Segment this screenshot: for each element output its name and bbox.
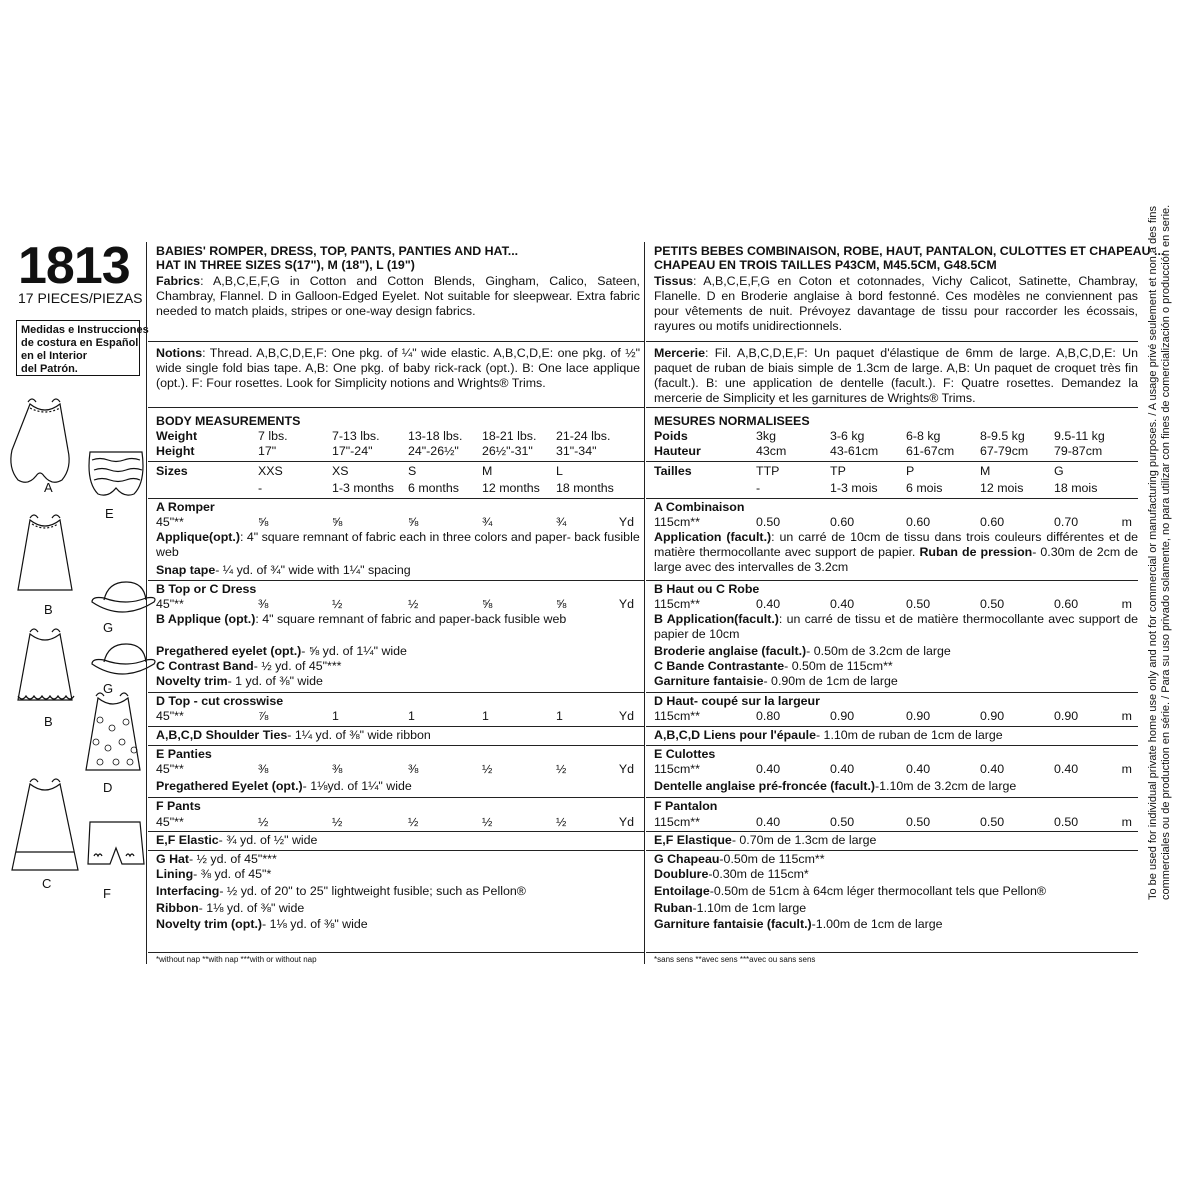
sizes-row bbox=[654, 464, 1138, 479]
french-footnote: *sans sens **avec sens ***avec ou sans sens bbox=[654, 955, 816, 964]
height-cell: 31"-34" bbox=[556, 444, 597, 458]
pregathered-text: - ⅝ yd. of 1¼" wide bbox=[301, 644, 407, 658]
yardage-cell: 0.40 bbox=[756, 815, 781, 829]
hat-novelty-label: Garniture fantaisie (facult.) bbox=[654, 917, 812, 931]
snap-text: - ¼ yd. of ¾" wide with 1¼" spacing bbox=[215, 563, 411, 577]
fabric-width: 115cm** bbox=[654, 709, 700, 723]
notions-text: : Fil. A,B,C,D,E,F: Un paquet d'élastique de 6mm de large. A,B,C,D,E: Un paquet de ruban de biais simple de 1.3cm de large. A,B: Un paquet de croquet très fin (facult.). B: une application de dentelle (facult.). F: Quatre rosettes. Demandez la mercerie de Simplicity et les garnitures de Wrights® Trims. bbox=[654, 346, 1138, 405]
pre-eyelet-label: Dentelle anglaise pré-froncée (facult.) bbox=[654, 779, 876, 793]
shoulder-ties-row bbox=[156, 728, 640, 743]
fabrics-text: : A,B,C,E,F,G en Coton et cotonnades, Vichy Calicot, Satinette, Chambray, Flanelle. D en Broderie anglaise à bord festonné. Ces modèles ne conviennent pas pour vêtements de nuit. Prévoyez davantage de tissu pour raccorder les écossais, rayures ou motifs unidirectionnels. bbox=[654, 274, 1138, 333]
topdress-title: B Haut ou C Robe bbox=[654, 582, 760, 596]
dtop-yardage-row bbox=[654, 709, 1138, 724]
row-divider bbox=[148, 580, 644, 581]
french-table bbox=[654, 412, 1138, 972]
applique-label: Application (facult.) bbox=[654, 530, 772, 544]
pre-eyelet-text: - 1⅛yd. of 1¼" wide bbox=[302, 779, 412, 793]
illustration-label: G bbox=[103, 620, 114, 635]
row-divider bbox=[646, 692, 1138, 693]
novelty-label: Garniture fantaisie bbox=[654, 674, 764, 688]
interfacing-label: Entoilage bbox=[654, 884, 710, 898]
fabric-width: 45"** bbox=[156, 762, 184, 776]
illustration-label: E bbox=[105, 506, 114, 521]
yardage-cell: 0.50 bbox=[980, 597, 1005, 611]
romper-yardage-row bbox=[654, 515, 1138, 530]
contrast-text: - 0.50m de 115cm** bbox=[784, 659, 893, 673]
yardage-cell: 0.50 bbox=[756, 515, 781, 529]
yardage-cell: ½ bbox=[332, 815, 343, 829]
unit-label: Yd bbox=[618, 762, 634, 776]
topdress-yardage-row bbox=[156, 597, 640, 612]
yardage-cell: ⅝ bbox=[482, 597, 493, 611]
body-measurements-heading: MESURES NORMALISEES bbox=[654, 414, 810, 428]
spanish-instructions-note bbox=[16, 320, 149, 376]
notions-label: Notions bbox=[156, 346, 203, 360]
pieces-count: 17 PIECES/PIEZAS bbox=[18, 290, 143, 306]
weight-cell: 9.5-11 kg bbox=[1054, 429, 1105, 443]
yardage-cell: 0.50 bbox=[906, 815, 931, 829]
size-cell: TTP bbox=[756, 464, 780, 478]
weight-cell: 13-18 lbs. bbox=[408, 429, 463, 443]
section-divider bbox=[646, 407, 1138, 408]
size-cell: XXS bbox=[258, 464, 283, 478]
row-divider bbox=[646, 461, 1138, 462]
interfacing-row bbox=[156, 884, 640, 899]
yardage-cell: 0.80 bbox=[756, 709, 781, 723]
yardage-cell: 0.40 bbox=[830, 762, 855, 776]
height-cell: 79-87cm bbox=[1054, 444, 1103, 458]
notions-label: Mercerie bbox=[654, 346, 705, 360]
lining-label: Doublure bbox=[654, 867, 709, 881]
lining-text: - ⅜ yd. of 45"* bbox=[193, 867, 272, 881]
yardage-cell: ¾ bbox=[556, 515, 567, 529]
french-fabrics bbox=[654, 274, 1138, 334]
yardage-cell: ⅜ bbox=[332, 762, 343, 776]
yardage-cell: ½ bbox=[482, 762, 493, 776]
yardage-cell: 0.90 bbox=[906, 709, 931, 723]
french-notions bbox=[654, 346, 1138, 406]
snap-label: Snap tape bbox=[156, 563, 216, 577]
yardage-cell: ⅜ bbox=[258, 762, 269, 776]
romper-application bbox=[654, 530, 1138, 575]
dtop-yardage-row bbox=[156, 709, 640, 724]
french-subtitle: CHAPEAU EN TROIS TAILLES P43CM, M45.5CM, G48.5CM bbox=[654, 258, 997, 272]
unit-label: m bbox=[1121, 597, 1132, 611]
illustration-label: G bbox=[103, 681, 114, 696]
yardage-cell: ⅜ bbox=[408, 762, 419, 776]
spanish-note-line: del Patrón. bbox=[21, 363, 78, 375]
unit-label: Yd bbox=[618, 597, 634, 611]
column-divider bbox=[146, 242, 147, 964]
weight-cell: 3kg bbox=[756, 429, 776, 443]
b-applique-label: B Applique (opt.) bbox=[156, 612, 256, 626]
interfacing-row bbox=[654, 884, 1138, 899]
contrast-label: C Bande Contrastante bbox=[654, 659, 785, 673]
pants-yardage-row bbox=[156, 815, 640, 830]
snap-tape-row bbox=[156, 563, 640, 578]
english-notions bbox=[156, 346, 640, 391]
french-title: PETITS BEBES COMBINAISON, ROBE, HAUT, PANTALON, CULOTTES ET CHAPEAU ... bbox=[654, 244, 1165, 258]
height-cell: 43-61cm bbox=[830, 444, 879, 458]
pre-eyelet-row bbox=[654, 779, 1138, 794]
pre-eyelet-row bbox=[156, 779, 640, 794]
yardage-cell: 0.90 bbox=[830, 709, 855, 723]
sizes-row bbox=[156, 464, 640, 479]
size-cell: P bbox=[906, 464, 915, 478]
fabric-width: 115cm** bbox=[654, 597, 700, 611]
sizes-label: Sizes bbox=[156, 464, 188, 478]
weight-cell: 8-9.5 kg bbox=[980, 429, 1025, 443]
romper-yardage-row bbox=[156, 515, 640, 530]
yardage-cell: 0.40 bbox=[830, 597, 855, 611]
size-sub-cell: 12 mois bbox=[980, 481, 1024, 495]
hat-text: - ½ yd. of 45"*** bbox=[189, 852, 277, 866]
yardage-cell: ⅜ bbox=[258, 597, 269, 611]
size-sub-cell: 18 months bbox=[556, 481, 614, 495]
dtop-title: D Top - cut crosswise bbox=[156, 694, 284, 708]
size-cell: M bbox=[482, 464, 493, 478]
height-cell: 17" bbox=[258, 444, 277, 458]
unit-label: Yd bbox=[618, 515, 634, 529]
illustration-label: C bbox=[42, 876, 52, 891]
yardage-cell: 0.40 bbox=[980, 762, 1005, 776]
shoulder-text: - 1.10m de ruban de 1cm de large bbox=[815, 728, 1003, 742]
hat-label: G Chapeau bbox=[654, 852, 720, 866]
size-cell: M bbox=[980, 464, 991, 478]
hat-row bbox=[156, 852, 640, 867]
elastic-label: E,F Elastique bbox=[654, 833, 732, 847]
hat-novelty-text: -1.00m de 1cm de large bbox=[811, 917, 943, 931]
illustration-label: B bbox=[44, 714, 53, 729]
elastic-text: - ¾ yd. of ½" wide bbox=[218, 833, 318, 847]
b-applique-label: B Application(facult.) bbox=[654, 612, 779, 626]
hat-novelty-row bbox=[156, 917, 640, 932]
yardage-cell: ⅞ bbox=[258, 709, 269, 723]
shoulder-label: A,B,C,D Liens pour l'épaule bbox=[654, 728, 816, 742]
panties-yardage-row bbox=[156, 762, 640, 777]
shoulder-text: - 1¼ yd. of ⅜" wide ribbon bbox=[287, 728, 431, 742]
fabrics-label: Tissus bbox=[654, 274, 694, 288]
contrast-label: C Contrast Band bbox=[156, 659, 254, 673]
row-divider bbox=[148, 461, 644, 462]
size-sub-cell: 18 mois bbox=[1054, 481, 1098, 495]
height-row bbox=[156, 444, 640, 459]
yardage-cell: ⅝ bbox=[258, 515, 269, 529]
b-application bbox=[654, 612, 1138, 642]
hat-novelty-text: - 1⅛ yd. of ⅜" wide bbox=[262, 917, 368, 931]
yardage-cell: 0.60 bbox=[980, 515, 1005, 529]
height-cell: 61-67cm bbox=[906, 444, 955, 458]
yardage-cell: 1 bbox=[408, 709, 415, 723]
romper-title: A Combinaison bbox=[654, 500, 745, 514]
hat-row bbox=[654, 852, 1138, 867]
weight-label: Weight bbox=[156, 429, 198, 443]
panties-title: E Culottes bbox=[654, 747, 716, 761]
size-sub-cell: 6 months bbox=[408, 481, 459, 495]
row-divider bbox=[646, 580, 1138, 581]
yardage-cell: ¾ bbox=[482, 515, 493, 529]
height-cell: 67-79cm bbox=[980, 444, 1029, 458]
size-sub-cell: 6 mois bbox=[906, 481, 943, 495]
pregathered-row bbox=[156, 644, 640, 659]
panties-title: E Panties bbox=[156, 747, 212, 761]
yardage-cell: ½ bbox=[556, 762, 567, 776]
spanish-note-line: en el Interior bbox=[21, 350, 88, 362]
ribbon-text: -1.10m de 1cm large bbox=[692, 901, 807, 915]
topdress-yardage-row bbox=[654, 597, 1138, 612]
snap-text: - 0.30m de 2cm de large avec des intervalles de 3.2cm bbox=[654, 545, 1138, 574]
row-divider bbox=[148, 850, 644, 851]
unit-label: m bbox=[1121, 709, 1132, 723]
novelty-label: Novelty trim bbox=[156, 674, 228, 688]
ribbon-label: Ribbon bbox=[156, 901, 199, 915]
section-divider bbox=[148, 407, 644, 408]
usage-notice bbox=[1147, 204, 1173, 900]
spanish-note-line: Medidas e Instrucciones bbox=[21, 324, 149, 336]
weight-row bbox=[156, 429, 640, 444]
yardage-cell: 0.40 bbox=[756, 762, 781, 776]
dtop-title: D Haut- coupé sur la largeur bbox=[654, 694, 820, 708]
garment-illustrations bbox=[0, 390, 150, 970]
ribbon-row bbox=[156, 901, 640, 916]
unit-label: m bbox=[1121, 815, 1132, 829]
pants-title: F Pantalon bbox=[654, 799, 718, 813]
applique-text: : un carré de 10cm de tissu dans trois couleurs différentes et de matière thermocollante avec support de papier. bbox=[654, 530, 1138, 559]
yardage-cell: 0.70 bbox=[1054, 515, 1079, 529]
unit-label: m bbox=[1121, 762, 1132, 776]
height-label: Hauteur bbox=[654, 444, 701, 458]
illustration-label: A bbox=[44, 480, 53, 495]
pregathered-row bbox=[654, 644, 1138, 659]
yardage-cell: ⅝ bbox=[556, 597, 567, 611]
row-divider bbox=[148, 797, 644, 798]
garment-sketches bbox=[0, 390, 150, 970]
yardage-cell: 1 bbox=[556, 709, 563, 723]
weight-cell: 7 lbs. bbox=[258, 429, 288, 443]
row-divider bbox=[148, 498, 644, 499]
snap-label: Ruban de pression bbox=[919, 545, 1033, 559]
height-cell: 26½"-31" bbox=[482, 444, 533, 458]
usage-notice-line: To be used for individual private home use only and not for commercial or manufacturing purposes. / A usage privé seulement et non à des fins bbox=[1147, 205, 1159, 900]
sizes-label: Tailles bbox=[654, 464, 692, 478]
illustration-label: B bbox=[44, 602, 53, 617]
size-cell: S bbox=[408, 464, 417, 478]
romper-title: A Romper bbox=[156, 500, 215, 514]
ribbon-row bbox=[654, 901, 1138, 916]
yardage-cell: ½ bbox=[556, 815, 567, 829]
b-applique-text: : 4" square remnant of fabric and paper-back fusible web bbox=[255, 612, 567, 626]
fabrics-text: : A,B,C,E,F,G in Cotton and Cotton Blends, Gingham, Calico, Sateen, Chambray, Flannel. D in Galloon-Edged Eyelet. Not suitable for sleepwear. Extra fabric needed to match plaids, stripes or one-way design fabrics. bbox=[156, 274, 640, 318]
lining-row bbox=[654, 867, 1138, 882]
yardage-cell: 0.50 bbox=[980, 815, 1005, 829]
row-divider bbox=[148, 692, 644, 693]
row-divider bbox=[148, 726, 644, 727]
topdress-title: B Top or C Dress bbox=[156, 582, 257, 596]
yardage-cell: 0.50 bbox=[1054, 815, 1079, 829]
yardage-cell: 1 bbox=[482, 709, 489, 723]
lining-text: -0.30m de 115cm* bbox=[708, 867, 809, 881]
contrast-row bbox=[156, 659, 640, 674]
interfacing-text: -0.50m de 51cm à 64cm léger thermocollant tels que Pellon® bbox=[709, 884, 1047, 898]
usage-notice-line: commerciales ou de production en série. / Para su uso privado solamente, no para utilizar con fines de comercialización o producción en serie. bbox=[1160, 204, 1172, 900]
size-sub-cell: 12 months bbox=[482, 481, 540, 495]
english-footnote: *without nap **with nap ***with or without nap bbox=[156, 955, 317, 964]
hat-novelty-row bbox=[654, 917, 1138, 932]
pants-yardage-row bbox=[654, 815, 1138, 830]
weight-label: Poids bbox=[654, 429, 688, 443]
english-subtitle: HAT IN THREE SIZES S(17"), M (18"), L (19") bbox=[156, 258, 415, 272]
weight-cell: 21-24 lbs. bbox=[556, 429, 611, 443]
novelty-row bbox=[156, 674, 640, 689]
size-sub-cell: 1-3 months bbox=[332, 481, 394, 495]
hat-label: G Hat bbox=[156, 852, 190, 866]
row-divider bbox=[646, 831, 1138, 832]
yardage-cell: 0.50 bbox=[830, 815, 855, 829]
spanish-note-line: de costura en Español bbox=[21, 337, 139, 349]
illustration-label: D bbox=[103, 780, 113, 795]
novelty-row bbox=[654, 674, 1138, 689]
size-cell: TP bbox=[830, 464, 846, 478]
row-divider bbox=[646, 726, 1138, 727]
unit-label: Yd bbox=[618, 709, 634, 723]
yardage-cell: 0.60 bbox=[1054, 597, 1079, 611]
interfacing-label: Interfacing bbox=[156, 884, 220, 898]
row-divider bbox=[148, 831, 644, 832]
size-sub-cell: - bbox=[756, 481, 761, 495]
unit-label: Yd bbox=[618, 815, 634, 829]
elastic-label: E,F Elastic bbox=[156, 833, 219, 847]
fabric-width: 45"** bbox=[156, 515, 184, 529]
novelty-text: - 1 yd. of ⅜" wide bbox=[227, 674, 323, 688]
row-divider bbox=[148, 952, 644, 953]
applique-label: Applique(opt.) bbox=[156, 530, 240, 544]
row-divider bbox=[646, 498, 1138, 499]
height-cell: 43cm bbox=[756, 444, 787, 458]
elastic-text: - 0.70m de 1.3cm de large bbox=[731, 833, 877, 847]
weight-cell: 18-21 lbs. bbox=[482, 429, 537, 443]
yardage-cell: ⅝ bbox=[408, 515, 419, 529]
yardage-cell: 0.40 bbox=[756, 597, 781, 611]
pattern-number: 1813 bbox=[18, 237, 130, 295]
size-sub-cell: - bbox=[258, 481, 263, 495]
yardage-cell: ⅝ bbox=[332, 515, 343, 529]
row-divider bbox=[148, 745, 644, 746]
yardage-cell: 0.60 bbox=[830, 515, 855, 529]
yardage-cell: ½ bbox=[258, 815, 269, 829]
pregathered-text: - 0.50m de 3.2cm de large bbox=[806, 644, 951, 658]
weight-row bbox=[654, 429, 1138, 444]
yardage-cell: 0.60 bbox=[906, 515, 931, 529]
english-table bbox=[156, 412, 640, 972]
fabric-width: 115cm** bbox=[654, 515, 700, 529]
yardage-cell: 0.90 bbox=[980, 709, 1005, 723]
row-divider bbox=[646, 745, 1138, 746]
pre-eyelet-label: Pregathered Eyelet (opt.) bbox=[156, 779, 303, 793]
elastic-row bbox=[156, 833, 640, 848]
yardage-cell: ½ bbox=[482, 815, 493, 829]
ribbon-text: - 1⅛ yd. of ⅜" wide bbox=[198, 901, 305, 915]
fabrics-label: Fabrics bbox=[156, 274, 201, 288]
fabric-width: 45"** bbox=[156, 597, 184, 611]
contrast-text: - ½ yd. of 45"*** bbox=[253, 659, 342, 673]
romper-applique bbox=[156, 530, 640, 560]
lining-row bbox=[156, 867, 640, 882]
b-applique-text: : un carré de tissu et de matière thermocollante avec support de papier de 10cm bbox=[654, 612, 1138, 641]
height-cell: 17"-24" bbox=[332, 444, 373, 458]
panties-yardage-row bbox=[654, 762, 1138, 777]
pregathered-label: Broderie anglaise (facult.) bbox=[654, 644, 807, 658]
size-sub-cell: 1-3 mois bbox=[830, 481, 878, 495]
lining-label: Lining bbox=[156, 867, 194, 881]
illustration-label: F bbox=[103, 886, 111, 901]
ribbon-label: Ruban bbox=[654, 901, 693, 915]
row-divider bbox=[646, 850, 1138, 851]
section-divider bbox=[148, 341, 644, 342]
hat-text: -0.50m de 115cm** bbox=[719, 852, 825, 866]
notions-text: : Thread. A,B,C,D,E,F: One pkg. of ¼" wide elastic. A,B,C,D,E: one pkg. of ½" wide single fold bias tape. A,B: One pkg. of baby rick-rack (opt.). B: One lace applique (opt.). F: Four rosettes. Look for Simplicity notions and Wrights® Trims. bbox=[156, 346, 640, 390]
english-column bbox=[156, 244, 640, 966]
yardage-cell: ½ bbox=[408, 597, 419, 611]
body-measurements-heading: BODY MEASUREMENTS bbox=[156, 414, 301, 428]
english-title: BABIES' ROMPER, DRESS, TOP, PANTS, PANTIES AND HAT... bbox=[156, 244, 519, 258]
pregathered-label: Pregathered eyelet (opt.) bbox=[156, 644, 302, 658]
yardage-cell: 1 bbox=[332, 709, 339, 723]
english-fabrics bbox=[156, 274, 640, 319]
applique-text: : 4" square remnant of fabric each in three colors and paper- back fusible web bbox=[156, 530, 640, 559]
elastic-row bbox=[654, 833, 1138, 848]
yardage-cell: ½ bbox=[332, 597, 343, 611]
contrast-row bbox=[654, 659, 1138, 674]
row-divider bbox=[646, 952, 1138, 953]
weight-cell: 3-6 kg bbox=[830, 429, 865, 443]
yardage-cell: 0.50 bbox=[906, 597, 931, 611]
interfacing-text: - ½ yd. of 20" to 25" lightweight fusible; such as Pellon® bbox=[219, 884, 526, 898]
yardage-cell: 0.40 bbox=[1054, 762, 1079, 776]
fabric-width: 115cm** bbox=[654, 815, 700, 829]
height-cell: 24"-26½" bbox=[408, 444, 459, 458]
shoulder-label: A,B,C,D Shoulder Ties bbox=[156, 728, 288, 742]
novelty-text: - 0.90m de 1cm de large bbox=[763, 674, 898, 688]
row-divider bbox=[646, 797, 1138, 798]
column-divider bbox=[644, 242, 645, 964]
fabric-width: 45"** bbox=[156, 815, 184, 829]
height-row bbox=[654, 444, 1138, 459]
hat-novelty-label: Novelty trim (opt.) bbox=[156, 917, 263, 931]
yardage-cell: ½ bbox=[408, 815, 419, 829]
pre-eyelet-text: -1.10m de 3.2cm de large bbox=[875, 779, 1017, 793]
size-cell: XS bbox=[332, 464, 349, 478]
weight-cell: 6-8 kg bbox=[906, 429, 941, 443]
height-label: Height bbox=[156, 444, 195, 458]
section-divider bbox=[646, 341, 1138, 342]
sizes-sub-row bbox=[654, 481, 1138, 496]
sizes-sub-row bbox=[156, 481, 640, 496]
fabric-width: 45"** bbox=[156, 709, 184, 723]
unit-label: m bbox=[1121, 515, 1132, 529]
pants-title: F Pants bbox=[156, 799, 201, 813]
b-applique-row bbox=[156, 612, 640, 627]
weight-cell: 7-13 lbs. bbox=[332, 429, 380, 443]
yardage-cell: 0.40 bbox=[906, 762, 931, 776]
size-cell: G bbox=[1054, 464, 1064, 478]
size-cell: L bbox=[556, 464, 563, 478]
yardage-cell: 0.90 bbox=[1054, 709, 1079, 723]
fabric-width: 115cm** bbox=[654, 762, 700, 776]
shoulder-ties-row bbox=[654, 728, 1138, 743]
